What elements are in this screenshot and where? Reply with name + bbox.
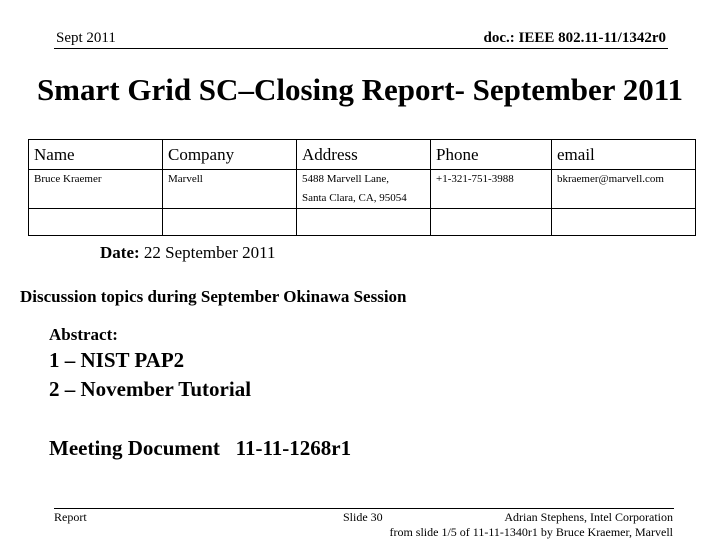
header-date: Sept 2011 xyxy=(56,30,116,46)
topic-item-1: 1 – NIST PAP2 xyxy=(49,348,185,372)
footer-divider xyxy=(54,508,674,509)
author-phone: +1-321-751-3988 xyxy=(431,170,552,209)
header-phone: Phone xyxy=(431,140,552,170)
date-label: Date: xyxy=(100,243,140,262)
author-name: Bruce Kraemer xyxy=(29,170,163,209)
footer-slide-number: Slide 30 xyxy=(343,510,383,524)
author-address-line1: 5488 Marvell Lane, xyxy=(302,173,390,185)
meeting-document: Meeting Document 11-11-1268r1 xyxy=(49,436,352,460)
header-doc-id: doc.: IEEE 802.11-11/1342r0 xyxy=(483,30,666,46)
slide-title: Smart Grid SC–Closing Report- September 2011 xyxy=(36,72,684,107)
author-email: bkraemer@marvell.com xyxy=(552,170,696,209)
header-name: Name xyxy=(29,140,163,170)
footer-right-line2: from slide 1/5 of 11-11-1340r1 by Bruce Kraemer, Marvell xyxy=(389,525,673,539)
topic-item-2: 2 – November Tutorial xyxy=(49,377,252,401)
abstract-label: Abstract: xyxy=(49,325,118,344)
header-divider xyxy=(54,48,668,49)
empty-cell xyxy=(431,209,552,236)
discussion-heading: Discussion topics during September Okinawa Session xyxy=(20,287,407,306)
empty-cell xyxy=(297,209,431,236)
footer-left: Report xyxy=(54,510,87,524)
author-company: Marvell xyxy=(163,170,297,209)
header-email: email xyxy=(552,140,696,170)
table-row-empty xyxy=(29,209,696,236)
footer-right-line1: Adrian Stephens, Intel Corporation xyxy=(504,510,673,524)
author-address-line2: Santa Clara, CA, 95054 xyxy=(302,192,407,204)
author-address xyxy=(297,170,431,209)
empty-cell xyxy=(163,209,297,236)
date-line xyxy=(100,243,275,263)
authors-table xyxy=(28,139,696,236)
empty-cell xyxy=(29,209,163,236)
authors-table-header-row xyxy=(29,140,696,170)
header-address: Address xyxy=(297,140,431,170)
date-value: 22 September 2011 xyxy=(139,243,276,262)
footer-right xyxy=(389,510,673,540)
header-company: Company xyxy=(163,140,297,170)
table-row xyxy=(29,170,696,209)
empty-cell xyxy=(552,209,696,236)
